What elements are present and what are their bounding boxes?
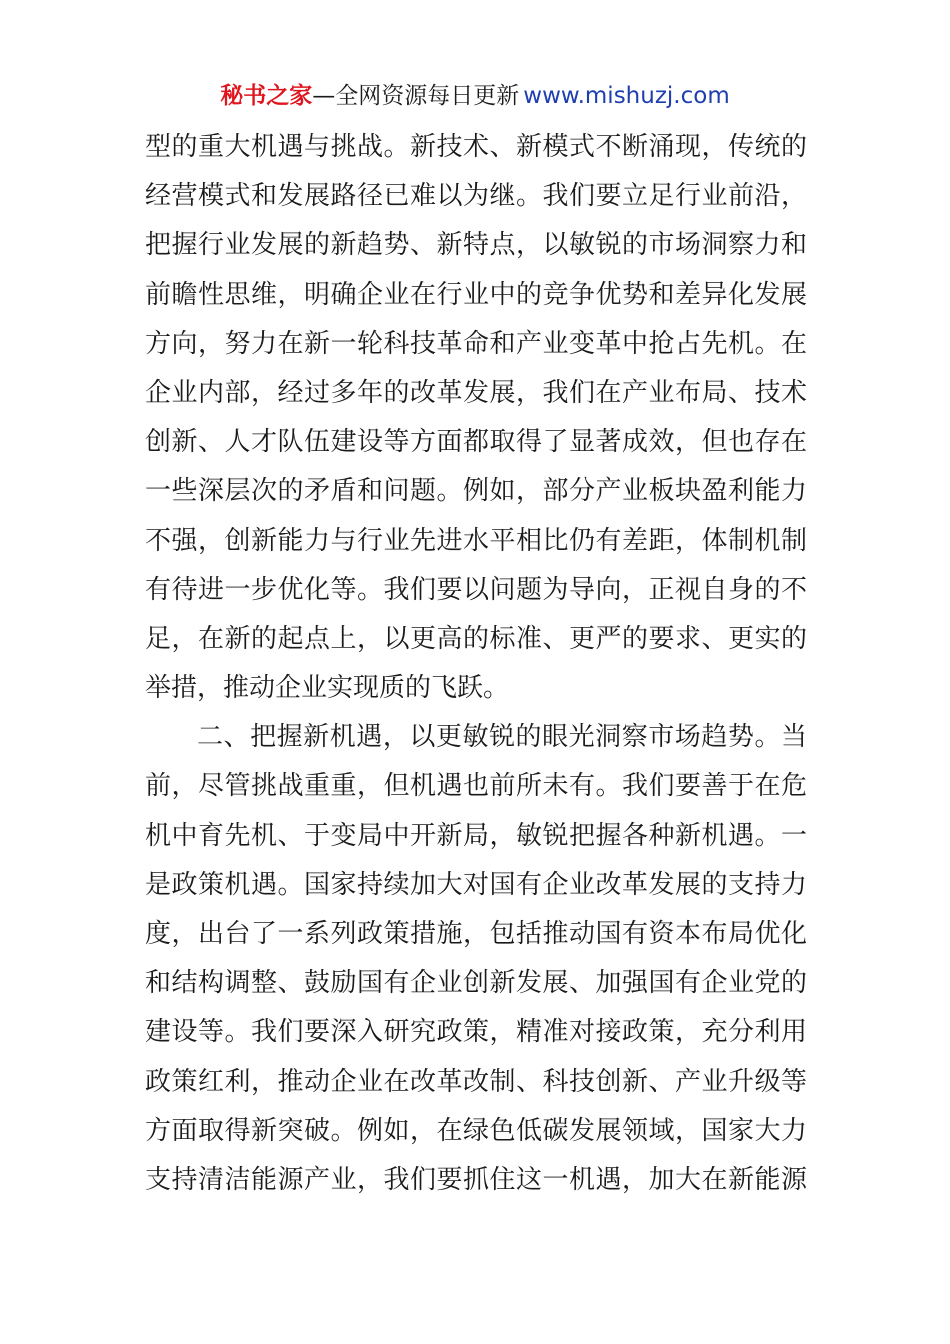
text-line: 一些深层次的矛盾和问题。例如，部分产业板块盈利能力 [145,476,807,507]
text-line: 方面取得新突破。例如，在绿色低碳发展领域，国家大力 [145,1115,807,1146]
text-line: 政策红利，推动企业在改革改制、科技创新、产业升级等 [145,1066,807,1097]
text-line: 有待进一步优化等。我们要以问题为导向，正视自身的不 [145,574,807,605]
paragraph [145,713,807,1205]
text-line: 建设等。我们要深入研究政策，精准对接政策，充分利用 [145,1017,807,1048]
text-line: 把握行业发展的新趋势、新特点，以敏锐的市场洞察力和 [145,230,807,261]
text-line: 支持清洁能源产业，我们要抓住这一机遇，加大在新能源 [145,1164,807,1195]
paragraph [145,123,807,713]
text-line: 和结构调整、鼓励国有企业创新发展、加强国有企业党的 [145,968,807,999]
document-body [145,123,807,1205]
text-line: 是政策机遇。国家持续加大对国有企业改革发展的支持力 [145,869,807,900]
text-line: 机中育先机、于变局中开新局，敏锐把握各种新机遇。一 [145,820,807,851]
site-brand: 秘书之家 [220,83,313,109]
site-url-link[interactable]: www.mishuzj.com [523,83,730,109]
text-line: 经营模式和发展路径已难以为继。我们要立足行业前沿， [145,181,807,212]
text-line: 型的重大机遇与挑战。新技术、新模式不断涌现，传统的 [145,132,807,162]
section-heading-line: 二、把握新机遇，以更敏锐的眼光洞察市场趋势。当 [197,722,807,753]
text-line: 前，尽管挑战重重，但机遇也前所未有。我们要善于在危 [145,771,807,802]
text-line: 举措，推动企业实现质的飞跃。 [145,673,510,704]
text-line: 创新、人才队伍建设等方面都取得了显著成效，但也存在 [145,427,807,458]
site-header [0,82,950,110]
text-line: 前瞻性思维，明确企业在行业中的竞争优势和差异化发展 [145,279,807,310]
text-line: 企业内部，经过多年的改革发展，我们在产业布局、技术 [145,377,807,408]
text-line: 足，在新的起点上，以更高的标准、更严的要求、更实的 [145,623,807,654]
text-line: 度，出台了一系列政策措施，包括推动国有资本布局优化 [145,919,807,949]
site-tagline: —全网资源每日更新 [312,83,520,109]
text-line: 方向，努力在新一轮科技革命和产业变革中抢占先机。在 [145,328,807,359]
text-line: 不强，创新能力与行业先进水平相比仍有差距，体制机制 [145,525,807,556]
